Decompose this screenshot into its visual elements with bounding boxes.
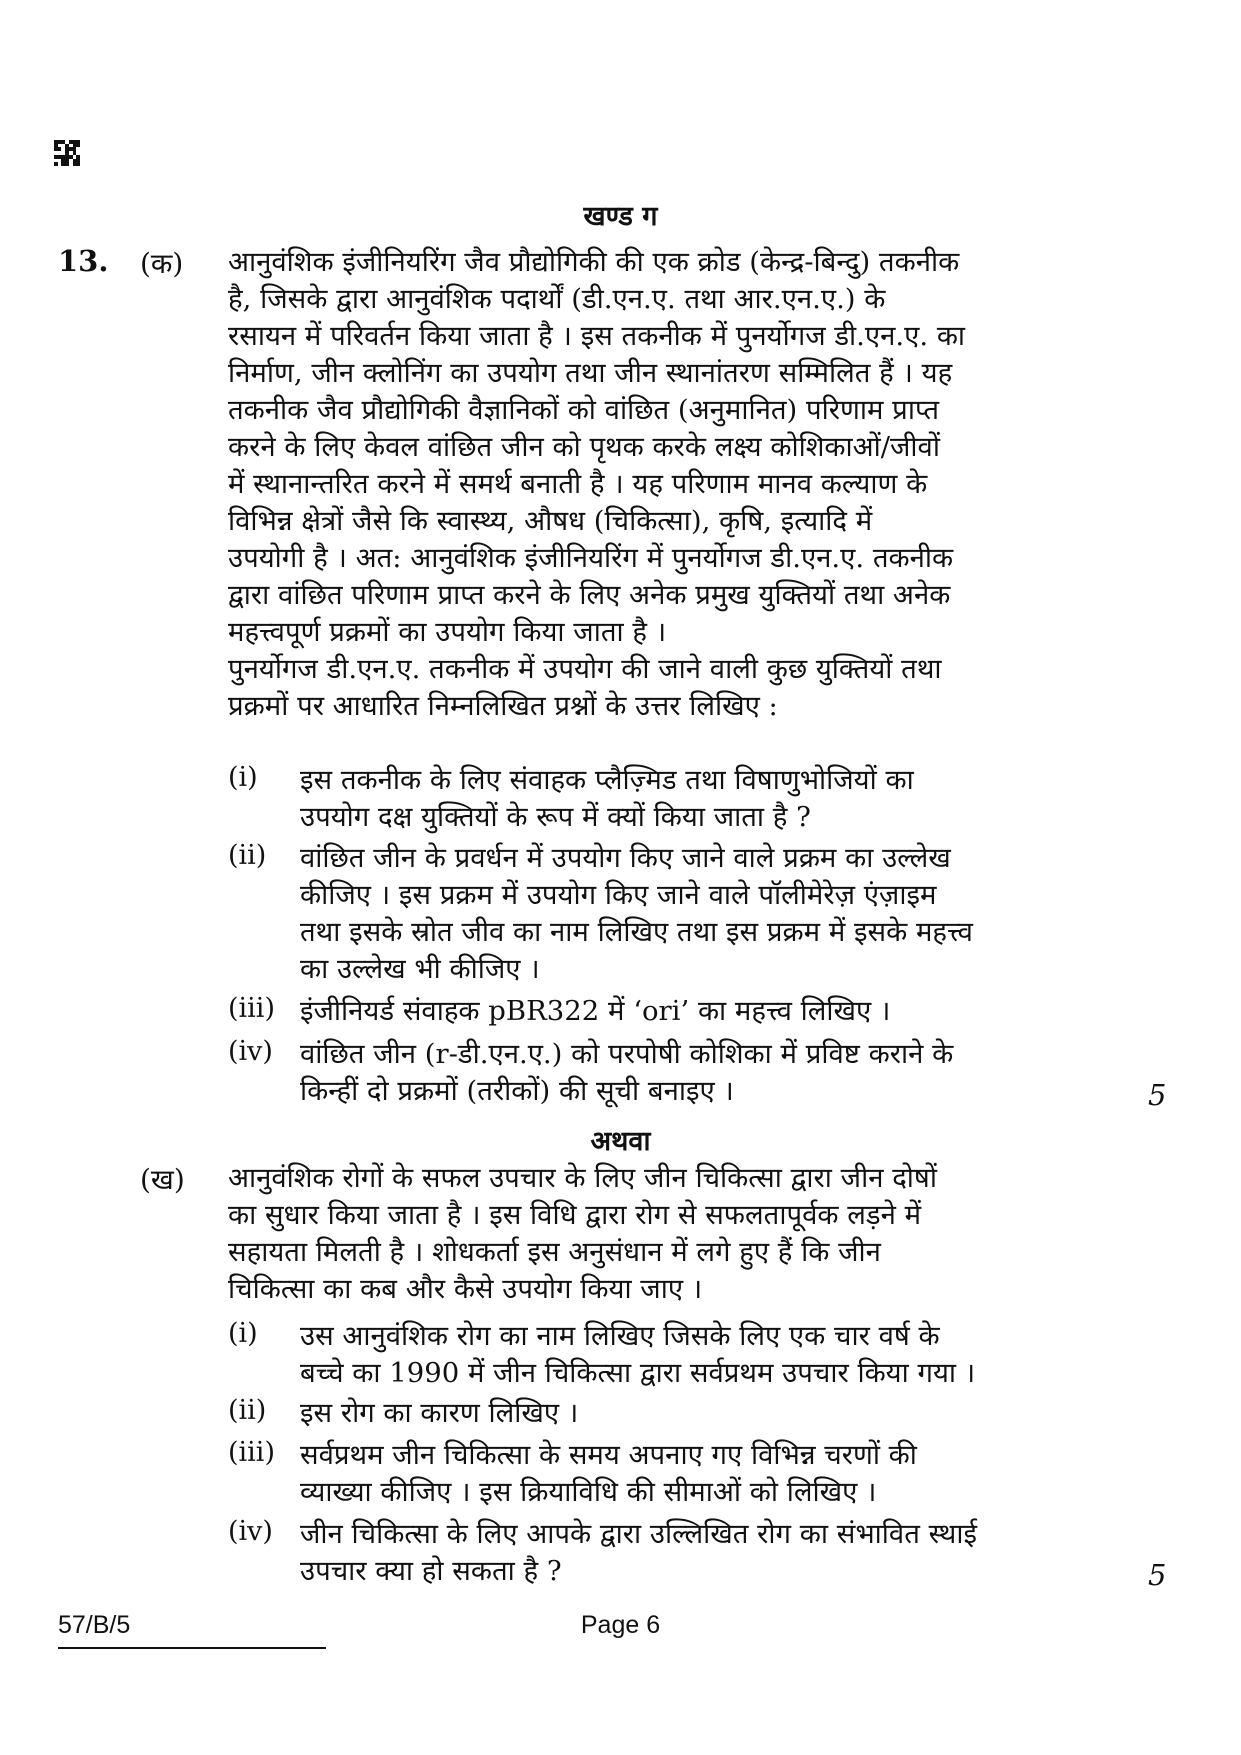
text-line: उपयोगी है । अत: आनुवंशिक इंजीनियरिंग में पुनर्योगज डी.एन.ए. तकनीक — [228, 542, 954, 574]
text-line: वांछित जीन (r-डी.एन.ए.) को परपोषी कोशिका में प्रविष्ट कराने के — [300, 1038, 954, 1070]
question-number: 13. — [58, 244, 109, 278]
text-line: करने के लिए केवल वांछित जीन को पृथक करके लक्ष्य कोशिकाओं/जीवों — [228, 431, 940, 463]
footer-rule — [58, 1647, 326, 1649]
subquestion-text — [300, 1036, 1110, 1110]
text-line: द्वारा वांछित परिणाम प्राप्त करने के लिए अनेक प्रमुख युक्तियों तथा अनेक — [228, 579, 951, 611]
subquestion-label: (ii) — [228, 840, 267, 871]
or-heading: अथवा — [590, 1126, 651, 1157]
subquestion-text — [300, 762, 1110, 836]
text-line: कीजिए । इस प्रक्रम में उपयोग किए जाने वाले पॉलीमेरेज़ एंज़ाइम — [300, 879, 937, 911]
text-line: आनुवंशिक इंजीनियरिंग जैव प्रौद्योगिकी की एक क्रोड (केन्द्र-बिन्दु) तकनीक — [228, 246, 960, 278]
text-line: उपयोग दक्ष युक्तियों के रूप में क्यों किया जाता है ? — [300, 801, 811, 833]
subquestion-text — [300, 1395, 1110, 1432]
subquestion-text — [300, 993, 1110, 1030]
text-line: तकनीक जैव प्रौद्योगिकी वैज्ञानिकों को वांछित (अनुमानित) परिणाम प्राप्त — [228, 394, 940, 426]
part-a-intro — [228, 244, 1108, 725]
subquestion-text — [300, 1318, 1110, 1392]
subquestion-label: (ii) — [228, 1395, 267, 1426]
subquestion-text — [300, 840, 1110, 988]
text-line: पुनर्योगज डी.एन.ए. तकनीक में उपयोग की जाने वाली कुछ युक्तियों तथा — [228, 653, 942, 685]
text-line: चिकित्सा का कब और कैसे उपयोग किया जाए । — [228, 1273, 703, 1305]
subquestion-label: (i) — [228, 762, 258, 793]
text-line: सर्वप्रथम जीन चिकित्सा के समय अपनाए गए विभिन्न चरणों की — [300, 1439, 917, 1471]
text-line: इस तकनीक के लिए संवाहक प्लैज़्मिड तथा विषाणुभोजियों का — [300, 764, 914, 796]
text-line: सहायता मिलती है । शोधकर्ता इस अनुसंधान में लगे हुए हैं कि जीन — [228, 1236, 881, 1268]
part-b-intro — [228, 1160, 1108, 1308]
paper-code: 57/B/5 — [58, 1611, 131, 1639]
text-line: उस आनुवंशिक रोग का नाम लिखिए जिसके लिए एक चार वर्ष के — [300, 1320, 940, 1352]
text-line: का सुधार किया जाता है । इस विधि द्वारा रोग से सफलतापूर्वक लड़ने में — [228, 1199, 922, 1231]
subquestion-label: (iii) — [228, 1437, 275, 1468]
text-line: विभिन्न क्षेत्रों जैसे कि स्वास्थ्य, औषध (चिकित्सा), कृषि, इत्यादि में — [228, 505, 873, 537]
section-heading: खण्ड ग — [583, 201, 658, 232]
marks: 5 — [1148, 1558, 1167, 1592]
subquestion-label: (i) — [228, 1318, 258, 1349]
text-line: में स्थानान्तरित करने में समर्थ बनाती है । यह परिणाम मानव कल्याण के — [228, 468, 928, 500]
text-line: तथा इसके स्रोत जीव का नाम लिखिए तथा इस प्रक्रम में इसके महत्त्व — [300, 916, 973, 948]
text-line: प्रक्रमों पर आधारित निम्नलिखित प्रश्नों के उत्तर लिखिए : — [228, 690, 778, 722]
subquestion-text — [300, 1516, 1110, 1590]
text-line: है, जिसके द्वारा आनुवंशिक पदार्थों (डी.एन.ए. तथा आर.एन.ए.) के — [228, 283, 886, 315]
part-a-label: (क) — [140, 247, 184, 280]
text-line: वांछित जीन के प्रवर्धन में उपयोग किए जाने वाले प्रक्रम का उल्लेख — [300, 842, 951, 874]
text-line: उपचार क्या हो सकता है ? — [300, 1555, 562, 1587]
subquestion-label: (iii) — [228, 993, 275, 1024]
text-line: महत्त्वपूर्ण प्रक्रमों का उपयोग किया जाता है । — [228, 616, 667, 648]
qr-code-icon — [54, 140, 80, 166]
text-line: इंजीनियर्ड संवाहक pBR322 में ‘ori’ का महत्त्व लिखिए । — [300, 995, 891, 1027]
text-line: इस रोग का कारण लिखिए । — [300, 1397, 579, 1429]
text-line: रसायन में परिवर्तन किया जाता है । इस तकनीक में पुनर्योगज डी.एन.ए. का — [228, 320, 966, 352]
text-line: निर्माण, जीन क्लोनिंग का उपयोग तथा जीन स्थानांतरण सम्मिलित हैं । यह — [228, 357, 953, 389]
text-line: आनुवंशिक रोगों के सफल उपचार के लिए जीन चिकित्सा द्वारा जीन दोषों — [228, 1162, 937, 1194]
marks: 5 — [1148, 1078, 1167, 1112]
subquestion-text — [300, 1437, 1110, 1511]
page-number: Page 6 — [580, 1611, 661, 1639]
text-line: किन्हीं दो प्रक्रमों (तरीकों) की सूची बनाइए । — [300, 1075, 734, 1107]
text-line: बच्चे का 1990 में जीन चिकित्सा द्वारा सर्वप्रथम उपचार किया गया । — [300, 1357, 976, 1389]
subquestion-label: (iv) — [228, 1036, 273, 1067]
text-line: जीन चिकित्सा के लिए आपके द्वारा उल्लिखित रोग का संभावित स्थाई — [300, 1518, 977, 1550]
subquestion-label: (iv) — [228, 1516, 273, 1547]
text-line: का उल्लेख भी कीजिए । — [300, 953, 540, 985]
text-line: व्याख्या कीजिए । इस क्रियाविधि की सीमाओं को लिखिए । — [300, 1476, 877, 1508]
part-b-label: (ख) — [140, 1163, 185, 1196]
